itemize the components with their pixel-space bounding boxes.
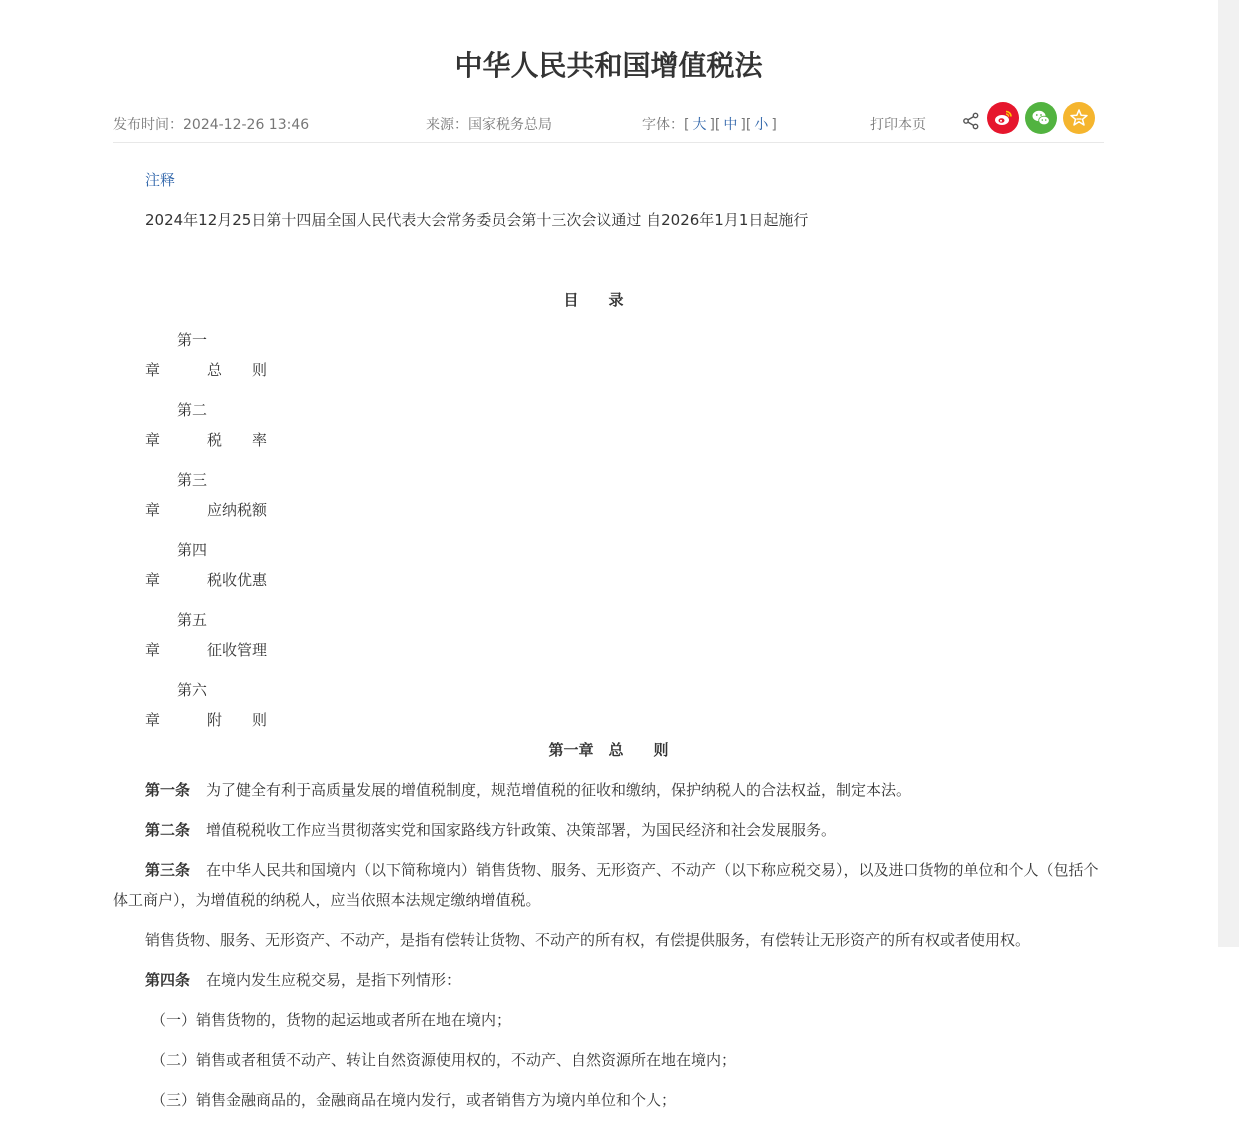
print-button[interactable]: 打印本页 [870,117,926,133]
list-item: （三）销售金融商品的，金融商品在境内发行，或者销售方为境内单位和个人； [151,1091,677,1109]
favorite-button[interactable] [1063,102,1095,134]
toc-item[interactable] [113,325,1104,385]
list-item: （一）销售货物的，货物的起运地或者所在地在境内； [151,1011,512,1029]
weibo-share-button[interactable] [987,102,1019,134]
article-text: 在中华人民共和国境内（以下简称境内）销售货物、服务、无形资产、不动产（以下称应税交易），以及进口货物的单位和个人（包括个体工商户），为增值税的纳税人，应当依照本法规定缴纳增值税。 [113,861,1099,909]
toc-chapter-number: 第六章 [145,681,208,729]
article-paragraph: 销售货物、服务、无形资产、不动产，是指有偿转让货物、不动产的所有权，有偿提供服务，有偿转让无形资产的所有权或者使用权。 [145,931,1031,949]
font-small-button[interactable]: 小 [754,117,769,133]
list-item: （二）销售或者租赁不动产、转让自然资源使用权的，不动产、自然资源所在地在境内； [151,1051,737,1069]
share-icon[interactable] [962,112,980,130]
article-page [113,0,1104,1125]
toc-chapter-title: 应纳税额 [207,501,268,519]
toc-chapter-number: 第一章 [145,331,208,379]
page-title: 中华人民共和国增值税法 [454,49,763,82]
article-text: 在境内发生应税交易，是指下列情形： [206,971,462,989]
article-label: 第一条 [145,781,191,799]
font-large-button[interactable]: 大 [692,117,707,133]
publish-info [113,114,309,134]
article-content [113,165,1104,1115]
toc-chapter-number: 第二章 [145,401,208,449]
article-label: 第四条 [145,971,191,989]
source-value: 国家税务总局 [468,117,552,133]
scrollbar-track[interactable] [1218,0,1239,947]
publish-label: 发布时间： [113,117,183,133]
toc-item[interactable] [113,605,1104,665]
toc-heading: 目 录 [563,291,624,309]
weibo-icon [993,108,1013,128]
wechat-share-button[interactable] [1025,102,1057,134]
toc-item[interactable] [113,675,1104,735]
toc-chapter-number: 第四章 [145,541,208,589]
article-paragraph [113,965,1104,995]
favorite-icon [1069,108,1089,128]
adoption-statement: 2024年12月25日第十四届全国人民代表大会常务委员会第十三次会议通过 自2026年1月1日起施行 [145,211,809,229]
toc-chapter-title: 税 率 [207,431,268,449]
toc-chapter-title: 税收优惠 [207,571,268,589]
toc-chapter-number: 第三章 [145,471,208,519]
font-medium-button[interactable]: 中 [723,117,738,133]
publish-time: 2024-12-26 13:46 [183,117,310,133]
article-paragraph [113,775,1104,805]
toc-chapter-number: 第五章 [145,611,208,659]
source-info [426,114,552,134]
font-size-control: 字体：[ 大 ][ 中 ][ 小 ] [642,117,777,133]
toc-item[interactable] [113,465,1104,525]
meta-bar [113,102,1104,143]
article-text: 增值税税收工作应当贯彻落实党和国家路线方针政策、决策部署，为国民经济和社会发展服务。 [206,821,837,839]
source-label: 来源： [426,117,468,133]
article-paragraph [113,855,1104,915]
toc-chapter-title: 征收管理 [207,641,268,659]
font-size-label: 字体： [642,117,684,133]
article-paragraph [113,815,1104,845]
chapter-heading: 第一章 总 则 [548,741,669,759]
wechat-icon [1031,108,1051,128]
toc-item[interactable] [113,395,1104,455]
toc-chapter-title: 附 则 [207,711,268,729]
article-text: 为了健全有利于高质量发展的增值税制度，规范增值税的征收和缴纳，保护纳税人的合法权益，制定本法。 [206,781,912,799]
note-link[interactable]: 注释 [145,171,176,189]
article-label: 第二条 [145,821,191,839]
toc-item[interactable] [113,535,1104,595]
toc-chapter-title: 总 则 [207,361,268,379]
article-label: 第三条 [145,861,191,879]
